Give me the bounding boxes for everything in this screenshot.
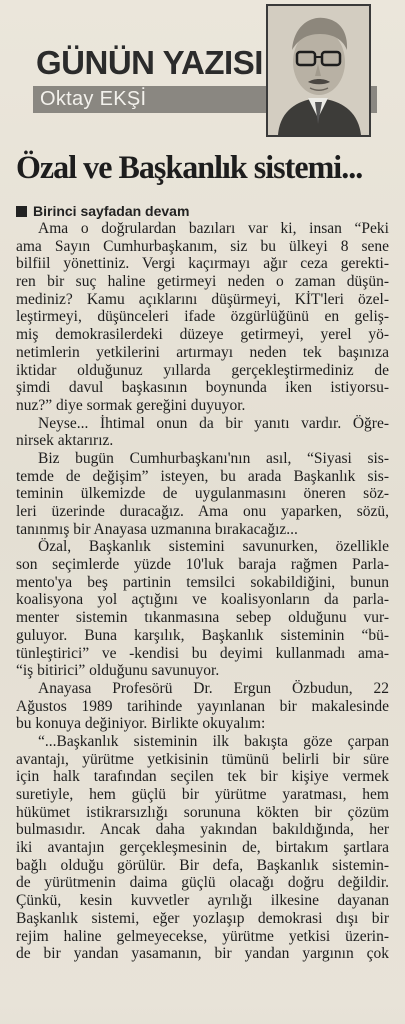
article-line: bu konuya değiniyor. Birlikte okuyalım: <box>16 715 266 733</box>
article-line: “iş bitirici” olduğunu savunuyor. <box>16 662 220 680</box>
article-line: avantajı, yürütme yetkisinin tümünü belirli bir süre <box>16 750 389 768</box>
article-line: leştirmeyi, düşünceleri ifade özgürlüğünü en geliş- <box>16 308 389 326</box>
article-line: “...Başkanlık sisteminin ilk bakışta göze çarpan <box>38 732 389 750</box>
article-line: bağlı olduğu görülür. Bir defa, Başkanlık sistemin- <box>16 856 389 874</box>
article-line: netimlerin yetkilerini artırmayı neden tek başınıza <box>16 343 389 361</box>
article-line: iki avantajın gerçekleşmesinin de, birtakım şartlara <box>16 839 389 857</box>
article-line: Anayasa Profesörü Dr. Ergun Özbudun, 22 <box>38 679 389 697</box>
article-line: Ama o doğrulardan bazıları var ki, insan “Peki <box>38 220 389 237</box>
article-body <box>16 220 389 963</box>
author-portrait-drawing <box>268 6 369 135</box>
article-line: leri üzerinde duracağız. Ama onu yaparken, sözü, <box>16 503 389 520</box>
article-line: için halk tarafından seçilen tek bir kişiye vermek <box>16 768 389 786</box>
article-line: Biz bugün Cumhurbaşkanı'nın asıl, “Siyasi sis- <box>38 449 389 467</box>
page-bottom-edge <box>0 1006 405 1024</box>
column-header <box>0 0 405 142</box>
article-line: son seçimlerde yüzde 10'luk baraja rağmen Parla- <box>16 556 389 574</box>
article-line: Neyse... İhtimal onun da bir yanıtı vardır. Öğre- <box>38 414 389 432</box>
article-line: koalisyona yol açtığını ve koalisyonların da parla- <box>16 591 389 609</box>
article-line: teminin ülkemizde de uygulanmasını öneren söz- <box>16 485 389 503</box>
article-line: mediniz? Kamu açıklarını düşürmeyi, KİT'leri özel- <box>16 290 389 308</box>
article-line: temde de değişim” isteyen, bu arada Başkanlık sis- <box>16 467 389 485</box>
square-bullet-icon <box>16 206 27 217</box>
article-line: iktidar olduğunuz yıllarda gerçekleştirmediniz de <box>16 361 389 379</box>
article-line: miş demokrasilerdeki düzeye getirmeyi, yerel yö- <box>16 326 389 344</box>
author-name: Oktay EKŞİ <box>40 88 147 110</box>
article-line: nuz?” diye sormak gereğini duyuyor. <box>16 396 246 414</box>
article-line: guluyor. Buna karşılık, Başkanlık sisteminin “bü- <box>16 626 389 644</box>
article-line: tanınmış bir Anayasa uzmanına bırakacağız... <box>16 520 298 538</box>
article-line: nirsek aktarırız. <box>16 432 114 450</box>
column-title: GÜNÜN YAZISI <box>36 44 263 81</box>
article-line: bilfiil yönettiniz. Vergi kaçırmayı ağır ceza gerekti- <box>16 255 389 273</box>
article-line: bulmasıdır. Ancak daha yakından bakıldığında, her <box>16 821 389 839</box>
article-line: menter sistemin tıkanmasına sebep olduğunu vur- <box>16 609 389 627</box>
article-line: de yürütmenin daima güçlü olacağı doğru değildir. <box>16 874 389 892</box>
continued-from-text: Birinci sayfadan devam <box>33 203 190 219</box>
article-line: Özal, Başkanlık sistemini savunurken, özellikle <box>38 538 389 556</box>
article-line: ren bir suç haline getirmeyi neden o zaman düşün- <box>16 273 389 291</box>
article-line: şimdi davul başkasının boynunda iken istiyorsu- <box>16 379 389 397</box>
author-portrait <box>266 4 371 137</box>
continued-from-label <box>16 201 189 221</box>
article-line: Çünkü, kesin kuvvetler ayrılığı ilkesine dayanan <box>16 892 389 910</box>
article-line: hükümet istikrarsızlığı sorununa kökten bir çözüm <box>16 803 389 821</box>
article-line: de bir yandan yasamanın, bir yandan yargının çok <box>16 945 389 963</box>
article-line: tünleştirici” ve -kendisi bu deyimi kullanmadı ama- <box>16 644 389 662</box>
article-line: rejim haline gelmeyecekse, yürütme yetkisi üzerin- <box>16 927 389 945</box>
article-line: Başkanlık sistemi, eğer yozlaşıp demokrasi dışı bir <box>16 909 389 927</box>
article-line: suretiyle, hem güçlü bir yürütme yaratması, hem <box>16 786 389 803</box>
article-line: ama Sayın Cumhurbaşkanım, siz bu ülkeyi 8 sene <box>16 237 389 255</box>
article-line: Ağustos 1989 tarihinde yayınlanan bir makalesinde <box>16 697 389 715</box>
article-headline: Özal ve Başkanlık sistemi... <box>16 150 363 186</box>
article-line: mento'ya beş partinin temsilci sokabildiğini, bunun <box>16 573 389 591</box>
